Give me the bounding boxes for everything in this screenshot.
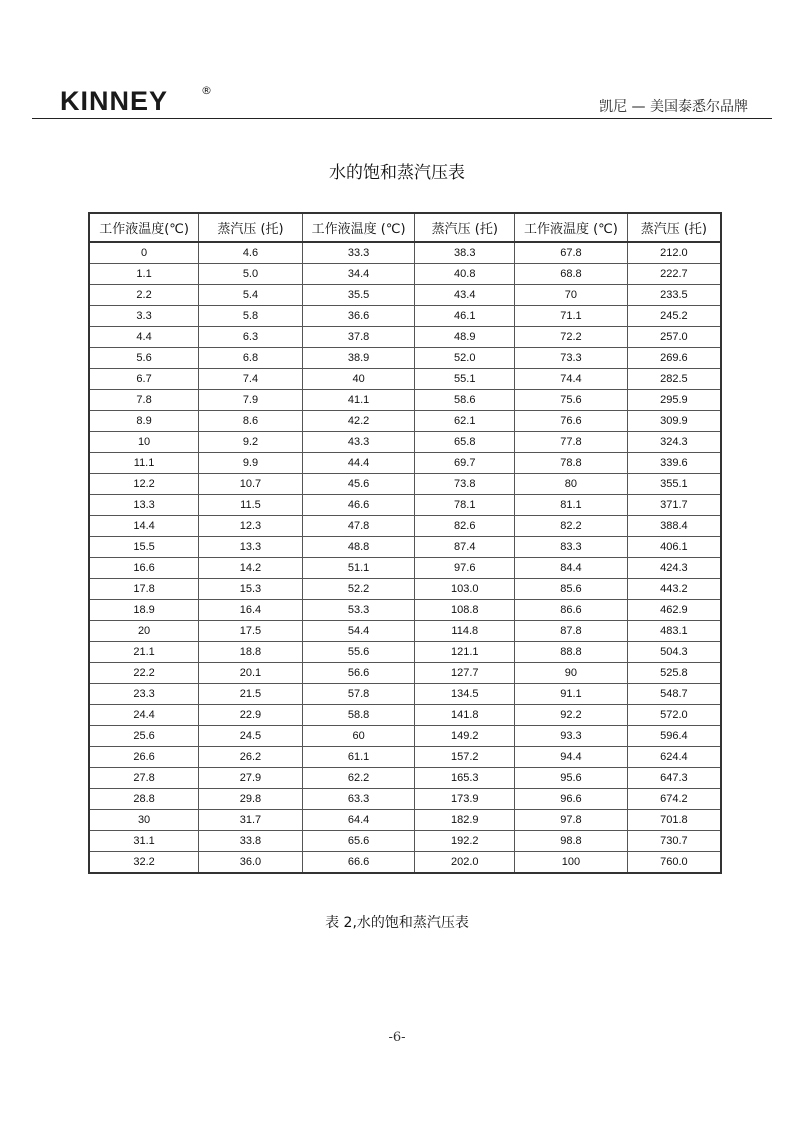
table-row — [89, 242, 721, 264]
table-cell: 61.1 — [302, 747, 415, 768]
table-cell: 63.3 — [302, 789, 415, 810]
table-cell: 12.3 — [199, 516, 303, 537]
header-tagline: 凯尼 — 美国泰悉尔品牌 — [599, 99, 748, 115]
table-cell: 9.2 — [199, 432, 303, 453]
table-cell: 157.2 — [415, 747, 515, 768]
table-cell: 70 — [515, 285, 628, 306]
table-cell: 58.8 — [302, 705, 415, 726]
column-header: 工作液温度(℃) — [89, 213, 199, 242]
table-cell: 44.4 — [302, 453, 415, 474]
vapor-pressure-table — [88, 212, 722, 874]
table-row — [89, 453, 721, 474]
table-row — [89, 411, 721, 432]
table-cell: 17.8 — [89, 579, 199, 600]
table-cell: 141.8 — [415, 705, 515, 726]
table-cell: 624.4 — [627, 747, 721, 768]
table-cell: 64.4 — [302, 810, 415, 831]
table-cell: 8.9 — [89, 411, 199, 432]
table-row — [89, 726, 721, 747]
table-cell: 84.4 — [515, 558, 628, 579]
table-cell: 22.2 — [89, 663, 199, 684]
table-cell: 15.5 — [89, 537, 199, 558]
column-header: 蒸汽压 (托) — [627, 213, 721, 242]
table-cell: 149.2 — [415, 726, 515, 747]
table-cell: 52.2 — [302, 579, 415, 600]
table-cell: 29.8 — [199, 789, 303, 810]
table-cell: 5.4 — [199, 285, 303, 306]
table-cell: 8.6 — [199, 411, 303, 432]
table-cell: 103.0 — [415, 579, 515, 600]
table-row — [89, 285, 721, 306]
table-row — [89, 348, 721, 369]
table-row — [89, 768, 721, 789]
table-cell: 22.9 — [199, 705, 303, 726]
table-cell: 28.8 — [89, 789, 199, 810]
table-body — [89, 242, 721, 873]
table-cell: 21.1 — [89, 642, 199, 663]
table-cell: 97.6 — [415, 558, 515, 579]
table-cell: 98.8 — [515, 831, 628, 852]
table-row — [89, 369, 721, 390]
table-row — [89, 852, 721, 874]
table-row — [89, 810, 721, 831]
table-cell: 40.8 — [415, 264, 515, 285]
table-cell: 202.0 — [415, 852, 515, 874]
table-cell: 233.5 — [627, 285, 721, 306]
table-cell: 11.5 — [199, 495, 303, 516]
table-cell: 53.3 — [302, 600, 415, 621]
table-cell: 66.6 — [302, 852, 415, 874]
table-cell: 15.3 — [199, 579, 303, 600]
table-cell: 82.6 — [415, 516, 515, 537]
table-cell: 37.8 — [302, 327, 415, 348]
table-row — [89, 831, 721, 852]
table-cell: 51.1 — [302, 558, 415, 579]
table-cell: 165.3 — [415, 768, 515, 789]
table-cell: 33.3 — [302, 242, 415, 264]
table-cell: 83.3 — [515, 537, 628, 558]
table-cell: 56.6 — [302, 663, 415, 684]
table-cell: 245.2 — [627, 306, 721, 327]
table-cell: 85.6 — [515, 579, 628, 600]
table-row — [89, 663, 721, 684]
table-cell: 43.3 — [302, 432, 415, 453]
table-row — [89, 390, 721, 411]
table-cell: 74.4 — [515, 369, 628, 390]
table-row — [89, 789, 721, 810]
table-cell: 77.8 — [515, 432, 628, 453]
table-row — [89, 579, 721, 600]
table-cell: 48.9 — [415, 327, 515, 348]
table-row — [89, 747, 721, 768]
table-row — [89, 264, 721, 285]
table-cell: 46.1 — [415, 306, 515, 327]
table-cell: 504.3 — [627, 642, 721, 663]
table-cell: 3.3 — [89, 306, 199, 327]
table-cell: 7.9 — [199, 390, 303, 411]
table-caption: 表 2,水的饱和蒸汽压表 — [325, 915, 469, 931]
table-cell: 24.5 — [199, 726, 303, 747]
table-cell: 30 — [89, 810, 199, 831]
table-cell: 69.7 — [415, 453, 515, 474]
table-cell: 67.8 — [515, 242, 628, 264]
table-cell: 596.4 — [627, 726, 721, 747]
table-cell: 87.8 — [515, 621, 628, 642]
table-cell: 7.4 — [199, 369, 303, 390]
table-cell: 27.8 — [89, 768, 199, 789]
table-cell: 21.5 — [199, 684, 303, 705]
table-cell: 58.6 — [415, 390, 515, 411]
table-cell: 5.8 — [199, 306, 303, 327]
table-cell: 13.3 — [89, 495, 199, 516]
table-cell: 26.2 — [199, 747, 303, 768]
table-cell: 355.1 — [627, 474, 721, 495]
table-cell: 38.9 — [302, 348, 415, 369]
table-cell: 97.8 — [515, 810, 628, 831]
table-cell: 34.4 — [302, 264, 415, 285]
table-row — [89, 495, 721, 516]
column-header: 工作液温度 (℃) — [515, 213, 628, 242]
table-cell: 6.7 — [89, 369, 199, 390]
table-cell: 1.1 — [89, 264, 199, 285]
table-cell: 55.1 — [415, 369, 515, 390]
table-cell: 46.6 — [302, 495, 415, 516]
table-cell: 87.4 — [415, 537, 515, 558]
table-cell: 73.3 — [515, 348, 628, 369]
table-cell: 41.1 — [302, 390, 415, 411]
table-cell: 57.8 — [302, 684, 415, 705]
table-cell: 93.3 — [515, 726, 628, 747]
table-cell: 23.3 — [89, 684, 199, 705]
table-cell: 76.6 — [515, 411, 628, 432]
table-cell: 406.1 — [627, 537, 721, 558]
table-cell: 443.2 — [627, 579, 721, 600]
table-cell: 92.2 — [515, 705, 628, 726]
table-cell: 81.1 — [515, 495, 628, 516]
table-header-row — [89, 213, 721, 242]
table-cell: 78.1 — [415, 495, 515, 516]
table-cell: 424.3 — [627, 558, 721, 579]
table-cell: 10.7 — [199, 474, 303, 495]
table-cell: 25.6 — [89, 726, 199, 747]
table-cell: 62.1 — [415, 411, 515, 432]
table-cell: 16.6 — [89, 558, 199, 579]
table-cell: 5.6 — [89, 348, 199, 369]
table-cell: 42.2 — [302, 411, 415, 432]
table-row — [89, 684, 721, 705]
table-cell: 47.8 — [302, 516, 415, 537]
table-cell: 525.8 — [627, 663, 721, 684]
table-cell: 71.1 — [515, 306, 628, 327]
registered-mark: ® — [201, 84, 212, 97]
table-cell: 701.8 — [627, 810, 721, 831]
table-cell: 100 — [515, 852, 628, 874]
table-cell: 114.8 — [415, 621, 515, 642]
table-cell: 212.0 — [627, 242, 721, 264]
table-cell: 324.3 — [627, 432, 721, 453]
table-cell: 94.4 — [515, 747, 628, 768]
table-cell: 54.4 — [302, 621, 415, 642]
table-cell: 548.7 — [627, 684, 721, 705]
table-cell: 82.2 — [515, 516, 628, 537]
table-cell: 108.8 — [415, 600, 515, 621]
table-cell: 11.1 — [89, 453, 199, 474]
table-cell: 27.9 — [199, 768, 303, 789]
table-cell: 72.2 — [515, 327, 628, 348]
table-cell: 12.2 — [89, 474, 199, 495]
table-cell: 52.0 — [415, 348, 515, 369]
table-cell: 90 — [515, 663, 628, 684]
table-cell: 26.6 — [89, 747, 199, 768]
table-cell: 10 — [89, 432, 199, 453]
table-cell: 20 — [89, 621, 199, 642]
table-cell: 31.1 — [89, 831, 199, 852]
table-cell: 16.4 — [199, 600, 303, 621]
table-cell: 4.4 — [89, 327, 199, 348]
table-row — [89, 432, 721, 453]
column-header: 工作液温度 (℃) — [302, 213, 415, 242]
table-cell: 65.6 — [302, 831, 415, 852]
page-title: 水的饱和蒸汽压表 — [329, 163, 465, 183]
table-cell: 43.4 — [415, 285, 515, 306]
table-cell: 88.8 — [515, 642, 628, 663]
table-cell: 36.0 — [199, 852, 303, 874]
table-cell: 35.5 — [302, 285, 415, 306]
table-cell: 86.6 — [515, 600, 628, 621]
table-row — [89, 558, 721, 579]
page-number: -6- — [388, 1030, 406, 1045]
table-cell: 6.3 — [199, 327, 303, 348]
table-cell: 80 — [515, 474, 628, 495]
table-cell: 674.2 — [627, 789, 721, 810]
table-cell: 760.0 — [627, 852, 721, 874]
column-header: 蒸汽压 (托) — [415, 213, 515, 242]
table-cell: 48.8 — [302, 537, 415, 558]
table-row — [89, 705, 721, 726]
table-row — [89, 621, 721, 642]
table-cell: 36.6 — [302, 306, 415, 327]
table-cell: 78.8 — [515, 453, 628, 474]
table-cell: 55.6 — [302, 642, 415, 663]
table-cell: 6.8 — [199, 348, 303, 369]
table-cell: 173.9 — [415, 789, 515, 810]
table-cell: 483.1 — [627, 621, 721, 642]
table-cell: 32.2 — [89, 852, 199, 874]
table-cell: 20.1 — [199, 663, 303, 684]
table-cell: 62.2 — [302, 768, 415, 789]
table-cell: 2.2 — [89, 285, 199, 306]
table-cell: 371.7 — [627, 495, 721, 516]
table-cell: 134.5 — [415, 684, 515, 705]
table-row — [89, 474, 721, 495]
table-cell: 18.8 — [199, 642, 303, 663]
table-cell: 269.6 — [627, 348, 721, 369]
table-cell: 309.9 — [627, 411, 721, 432]
table-cell: 462.9 — [627, 600, 721, 621]
table-cell: 647.3 — [627, 768, 721, 789]
table-row — [89, 600, 721, 621]
table-cell: 75.6 — [515, 390, 628, 411]
page-header — [32, 82, 772, 119]
table-cell: 18.9 — [89, 600, 199, 621]
table-row — [89, 537, 721, 558]
table-cell: 730.7 — [627, 831, 721, 852]
table-cell: 127.7 — [415, 663, 515, 684]
table-cell: 17.5 — [199, 621, 303, 642]
table-cell: 40 — [302, 369, 415, 390]
table-cell: 0 — [89, 242, 199, 264]
table-cell: 60 — [302, 726, 415, 747]
table-row — [89, 642, 721, 663]
table-cell: 182.9 — [415, 810, 515, 831]
table-cell: 91.1 — [515, 684, 628, 705]
table-cell: 38.3 — [415, 242, 515, 264]
table-cell: 4.6 — [199, 242, 303, 264]
table-cell: 388.4 — [627, 516, 721, 537]
table-cell: 14.2 — [199, 558, 303, 579]
table-cell: 257.0 — [627, 327, 721, 348]
table-cell: 7.8 — [89, 390, 199, 411]
table-cell: 192.2 — [415, 831, 515, 852]
table-row — [89, 306, 721, 327]
table-cell: 68.8 — [515, 264, 628, 285]
table-cell: 5.0 — [199, 264, 303, 285]
table-cell: 13.3 — [199, 537, 303, 558]
table-cell: 95.6 — [515, 768, 628, 789]
table-cell: 33.8 — [199, 831, 303, 852]
table-cell: 222.7 — [627, 264, 721, 285]
table-cell: 73.8 — [415, 474, 515, 495]
kinney-logo: KINNEY — [60, 86, 169, 116]
table-cell: 65.8 — [415, 432, 515, 453]
table-cell: 45.6 — [302, 474, 415, 495]
table-row — [89, 516, 721, 537]
table-cell: 339.6 — [627, 453, 721, 474]
column-header: 蒸汽压 (托) — [199, 213, 303, 242]
table-cell: 96.6 — [515, 789, 628, 810]
table-cell: 282.5 — [627, 369, 721, 390]
table-cell: 31.7 — [199, 810, 303, 831]
table-cell: 572.0 — [627, 705, 721, 726]
table-cell: 14.4 — [89, 516, 199, 537]
table-cell: 9.9 — [199, 453, 303, 474]
table-cell: 295.9 — [627, 390, 721, 411]
table-row — [89, 327, 721, 348]
table-cell: 24.4 — [89, 705, 199, 726]
table-cell: 121.1 — [415, 642, 515, 663]
